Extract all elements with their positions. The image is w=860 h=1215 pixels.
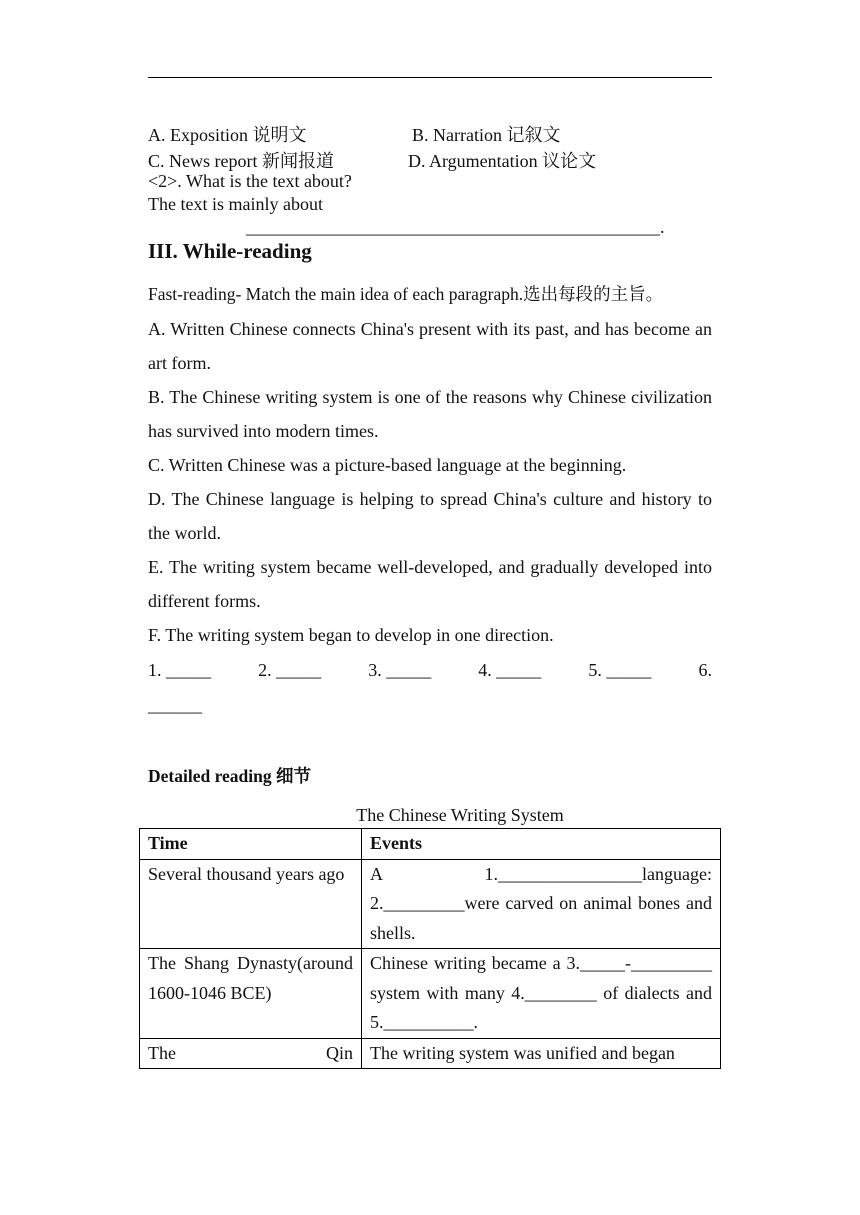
blank-5[interactable]: 5. _____ xyxy=(588,660,652,680)
answer-blank[interactable]: ______________________________________________. xyxy=(246,217,665,237)
row-2-events: Chinese writing became a 3._____-_________ system with many 4.________ of dialects and 5.__________. xyxy=(362,949,721,1039)
table-row xyxy=(140,949,721,1039)
table-row xyxy=(140,1038,721,1069)
table-title: The Chinese Writing System xyxy=(356,805,564,825)
header-events: Events xyxy=(362,829,721,860)
table-header-row xyxy=(140,829,721,860)
header-time: Time xyxy=(140,829,362,860)
main-idea-e: E. The writing system became well-developed, and gradually developed into different forms. xyxy=(148,557,712,611)
top-rule xyxy=(148,77,712,78)
row-1-events: A 1.________________language: 2._________were carved on animal bones and shells. xyxy=(362,859,721,949)
row-1-time: Several thousand years ago xyxy=(140,859,362,949)
main-idea-f: F. The writing system began to develop in one direction. xyxy=(148,625,554,645)
main-idea-a: A. Written Chinese connects China's present with its past, and has become an art form. xyxy=(148,319,712,373)
row-3-events: The writing system was unified and began xyxy=(362,1038,721,1069)
answer-lead: The text is mainly about xyxy=(148,194,323,214)
instruction: Fast-reading- Match the main idea of each paragraph.选出每段的主旨。 xyxy=(148,284,664,304)
row-3-time: The Qin xyxy=(140,1038,362,1069)
row-2-time: The Shang Dynasty(around 1600-1046 BCE) xyxy=(140,949,362,1039)
section-heading: III. While-reading xyxy=(148,239,312,263)
table-row xyxy=(140,859,721,949)
blank-2[interactable]: 2. _____ xyxy=(258,660,322,680)
option-d: D. Argumentation 议论文 xyxy=(408,151,597,171)
question-2: <2>. What is the text about? xyxy=(148,171,352,191)
blank-6-line[interactable]: ______ xyxy=(148,695,202,715)
option-a: A. Exposition 说明文 xyxy=(148,125,307,145)
option-b: B. Narration 记叙文 xyxy=(412,125,561,145)
main-idea-d: D. The Chinese language is helping to spread China's culture and history to the world. xyxy=(148,489,712,543)
blank-6-label: 6. xyxy=(698,660,712,680)
answer-blanks xyxy=(148,660,712,681)
option-c: C. News report 新闻报道 xyxy=(148,151,334,171)
writing-system-table xyxy=(139,828,721,1069)
main-idea-b: B. The Chinese writing system is one of the reasons why Chinese civilization has survived into modern times. xyxy=(148,387,712,441)
main-idea-c: C. Written Chinese was a picture-based language at the beginning. xyxy=(148,455,627,475)
blank-3[interactable]: 3. _____ xyxy=(368,660,432,680)
blank-4[interactable]: 4. _____ xyxy=(478,660,542,680)
blank-1[interactable]: 1. _____ xyxy=(148,660,211,680)
detailed-heading: Detailed reading 细节 xyxy=(148,766,312,786)
